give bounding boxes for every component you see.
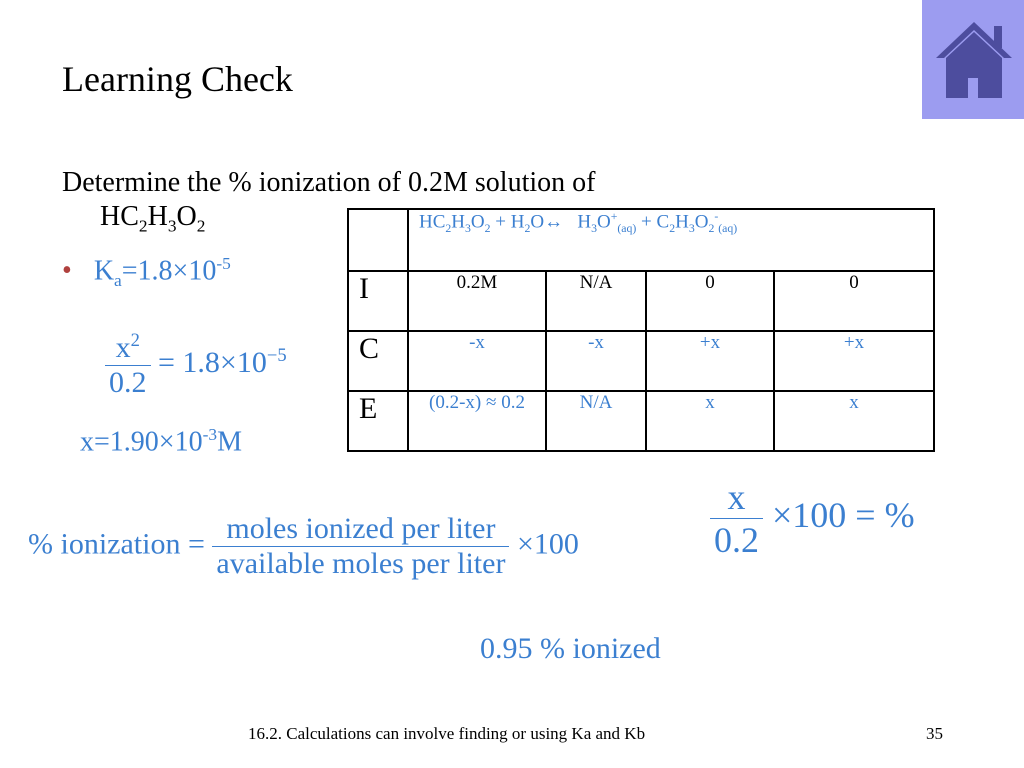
ice-row-change [348,331,934,391]
eq1-rhs: = $1.8\times 10^{-5}$ [158,344,287,379]
eq1-fraction [105,330,151,400]
cell-e-1: (0.2-x) ≈ 0.2 [408,391,546,451]
eq1-denominator: 0.2 [109,366,147,399]
equation-percent-ionization [28,512,579,581]
equation-ka [105,330,287,400]
cell-i-1: 0.2M [408,271,546,331]
cell-e-4: x [774,391,934,451]
eq2-times: ×100 [516,527,579,561]
row-label-i: I [348,271,408,331]
cell-e-3: x [646,391,774,451]
eq3-denominator: 0.2 [714,520,759,560]
ice-corner-cell [348,209,408,271]
eq3-numerator: x [710,476,763,519]
row-label-c: C [348,331,408,391]
eq2-fraction [212,512,509,581]
ice-table [347,208,935,452]
ice-row-equilibrium [348,391,934,451]
home-button[interactable] [922,0,1024,119]
cell-c-4: +x [774,331,934,391]
bullet-dot: • [62,255,72,287]
eq3-rhs: ×100 = % [772,494,915,535]
cell-c-3: +x [646,331,774,391]
cell-c-1: -x [408,331,546,391]
row-label-e: E [348,391,408,451]
slide-title: Learning Check [62,59,293,99]
eq3-fraction [710,476,763,561]
cell-i-2: N/A [546,271,646,331]
eq2-lhs: % ionization = [28,527,205,561]
ice-row-initial [348,271,934,331]
cell-c-2: -x [546,331,646,391]
footer-text: 16.2. Calculations can involve finding or using Ka and Kb [248,724,646,743]
home-icon [922,0,1024,119]
eq1-numerator: $x^2$ [105,330,151,366]
ka-bullet: • $K_a=1.8\times 10^{-5}$ [62,254,231,290]
question-line1: Determine the % ionization of 0.2M solution of [62,167,596,198]
ice-reaction: $HC_2H_3O_2$ + $H_2O\leftrightarrow$ $H_3O^+_{(aq)} + C_2H_3O_2^-_{(aq)}$ [408,209,934,271]
x-result: $x=1.90\times 10^{-3}M$ [80,425,242,458]
cell-i-4: 0 [774,271,934,331]
question-formula: $HC_2H_3O_2$ [100,201,206,236]
equation-x-over [710,476,915,561]
eq2-denominator: available moles per liter [216,547,506,580]
ice-header-row [348,209,934,271]
page-number: 35 [926,724,943,743]
cell-i-3: 0 [646,271,774,331]
eq2-numerator: moles ionized per liter [212,512,509,547]
result-text: 0.95 % ionized [480,632,661,665]
cell-e-2: N/A [546,391,646,451]
